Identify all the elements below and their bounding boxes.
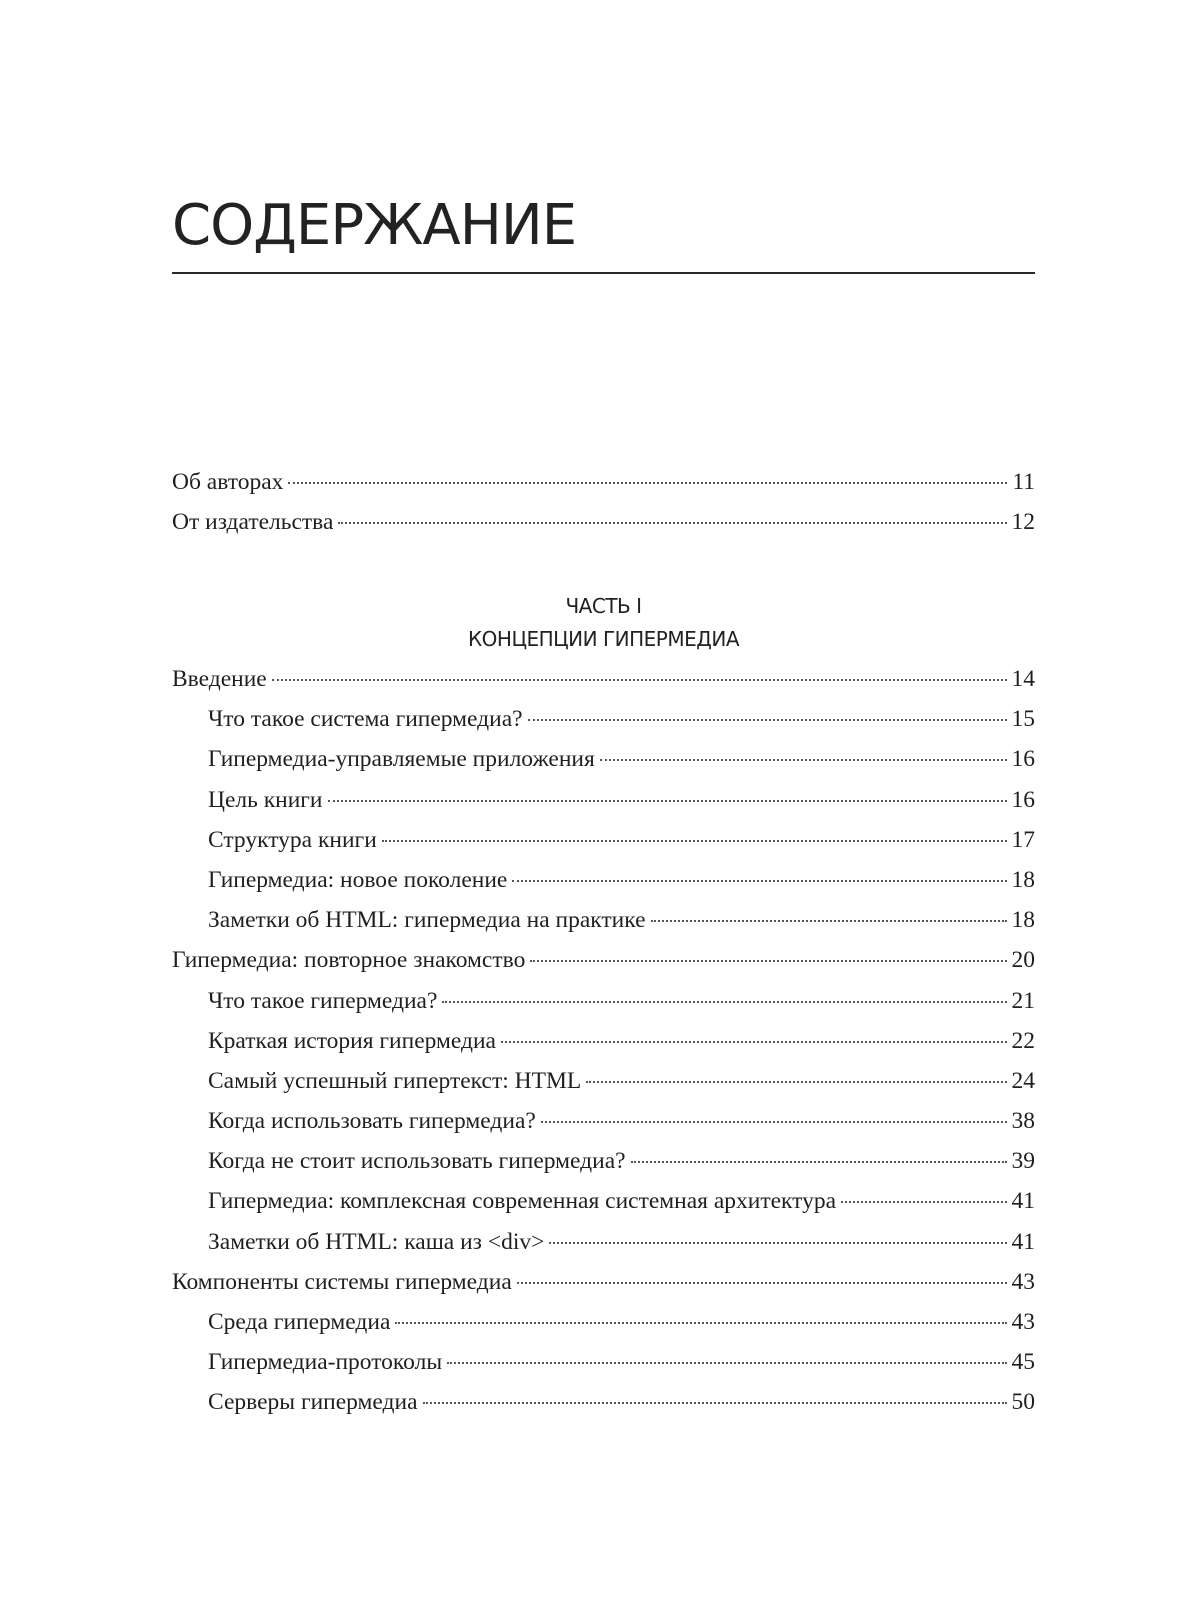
toc-entry[interactable] <box>172 665 1035 705</box>
dot-leader <box>586 1081 1007 1083</box>
toc-entry-page: 45 <box>1011 1349 1035 1376</box>
toc-entry-page: 16 <box>1011 746 1035 773</box>
toc-entry-page: 41 <box>1011 1228 1035 1255</box>
part-heading <box>172 590 1035 656</box>
toc-entry-page: 15 <box>1011 706 1035 733</box>
toc-subentry[interactable] <box>172 1067 1035 1107</box>
toc-entry-page: 50 <box>1011 1389 1035 1416</box>
dot-leader <box>528 719 1007 721</box>
front-matter-list <box>172 468 1035 548</box>
toc-entry-label: Когда не стоит использовать гипермедиа? <box>208 1148 626 1175</box>
dot-leader <box>549 1242 1007 1244</box>
toc-entry-label: Гипермедиа-протоколы <box>208 1349 443 1376</box>
dot-leader <box>447 1362 1007 1364</box>
dot-leader <box>395 1322 1007 1324</box>
toc-entry-page: 12 <box>1011 509 1035 536</box>
toc-entry-label: Заметки об HTML: каша из <div> <box>208 1228 545 1255</box>
dot-leader <box>841 1201 1007 1203</box>
toc-entry-page: 21 <box>1011 987 1035 1014</box>
toc-entry-label: Самый успешный гипертекст: HTML <box>208 1067 582 1094</box>
dot-leader <box>423 1402 1007 1404</box>
toc-entry-page: 22 <box>1011 1027 1035 1054</box>
dot-leader <box>512 880 1007 882</box>
toc-entry-label: Гипермедиа: новое поколение <box>208 866 508 893</box>
toc-subentry[interactable] <box>172 1027 1035 1067</box>
part-number: ЧАСТЬ I <box>565 594 642 618</box>
page-title: СОДЕРЖАНИЕ <box>172 193 577 258</box>
toc-entry-page: 41 <box>1011 1188 1035 1215</box>
dot-leader <box>442 1001 1007 1003</box>
toc-subentry[interactable] <box>172 1388 1035 1428</box>
dot-leader <box>382 840 1007 842</box>
toc-entry-page: 38 <box>1011 1108 1035 1135</box>
dot-leader <box>338 522 1007 524</box>
toc-entry-label: От издательства <box>172 509 334 536</box>
dot-leader <box>272 679 1007 681</box>
toc-subentry[interactable] <box>172 1107 1035 1147</box>
toc-subentry[interactable] <box>172 1348 1035 1388</box>
dot-leader <box>631 1161 1007 1163</box>
toc-entry-page: 43 <box>1011 1268 1035 1295</box>
part-entries-list <box>172 665 1035 1429</box>
toc-entry-page: 24 <box>1011 1067 1035 1094</box>
toc-entry[interactable] <box>172 1268 1035 1308</box>
toc-entry-page: 17 <box>1011 826 1035 853</box>
toc-entry-label: Что такое гипермедиа? <box>208 987 438 1014</box>
toc-entry-page: 11 <box>1012 469 1035 495</box>
toc-entry-label: Гипермедиа: повторное знакомство <box>172 947 526 974</box>
toc-subentry[interactable] <box>172 1147 1035 1187</box>
toc-entry-label: Компоненты системы гипермедиа <box>172 1268 512 1295</box>
toc-entry-label: Введение <box>172 666 267 692</box>
toc-entry[interactable] <box>172 946 1035 986</box>
toc-entry-label: Когда использовать гипермедиа? <box>208 1108 536 1135</box>
toc-entry-label: Заметки об HTML: гипермедиа на практике <box>208 907 646 934</box>
toc-entry-page: 18 <box>1011 866 1035 893</box>
dot-leader <box>600 759 1007 761</box>
toc-entry-page: 43 <box>1011 1309 1035 1335</box>
part-name: КОНЦЕПЦИИ ГИПЕРМЕДИА <box>467 627 740 651</box>
toc-entry-page: 16 <box>1011 786 1035 813</box>
toc-subentry[interactable] <box>172 786 1035 826</box>
toc-subentry[interactable] <box>172 745 1035 785</box>
toc-entry-label: Гипермедиа-управляемые приложения <box>208 746 595 773</box>
toc-entry-page: 39 <box>1011 1148 1035 1175</box>
toc-subentry[interactable] <box>172 987 1035 1027</box>
toc-entry-label: Цель книги <box>208 786 323 813</box>
toc-subentry[interactable] <box>172 866 1035 906</box>
toc-subentry[interactable] <box>172 1308 1035 1348</box>
dot-leader <box>517 1282 1007 1284</box>
toc-entry[interactable] <box>172 508 1035 548</box>
toc-entry-page: 18 <box>1011 907 1035 934</box>
toc-entry-label: Что такое система гипермедиа? <box>208 706 523 733</box>
toc-entry-page: 14 <box>1011 666 1035 692</box>
toc-entry-label: Структура книги <box>208 826 377 853</box>
toc-page <box>172 0 1035 1600</box>
dot-leader <box>288 482 1007 484</box>
toc-entry-label: Серверы гипермедиа <box>208 1389 418 1416</box>
toc-subentry[interactable] <box>172 1228 1035 1268</box>
toc-entry[interactable] <box>172 468 1035 508</box>
toc-subentry[interactable] <box>172 1187 1035 1227</box>
dot-leader <box>328 800 1007 802</box>
dot-leader <box>530 960 1007 962</box>
toc-entry-label: Гипермедиа: комплексная современная системная архитектура <box>208 1188 837 1215</box>
toc-subentry[interactable] <box>172 906 1035 946</box>
toc-entry-label: Об авторах <box>172 469 284 495</box>
toc-subentry[interactable] <box>172 826 1035 866</box>
title-divider <box>172 272 1035 274</box>
dot-leader <box>501 1041 1007 1043</box>
toc-entry-label: Краткая история гипермедиа <box>208 1027 496 1054</box>
dot-leader <box>541 1121 1007 1123</box>
toc-entry-page: 20 <box>1011 947 1035 974</box>
toc-subentry[interactable] <box>172 705 1035 745</box>
dot-leader <box>651 920 1007 922</box>
toc-entry-label: Среда гипермедиа <box>208 1309 391 1335</box>
